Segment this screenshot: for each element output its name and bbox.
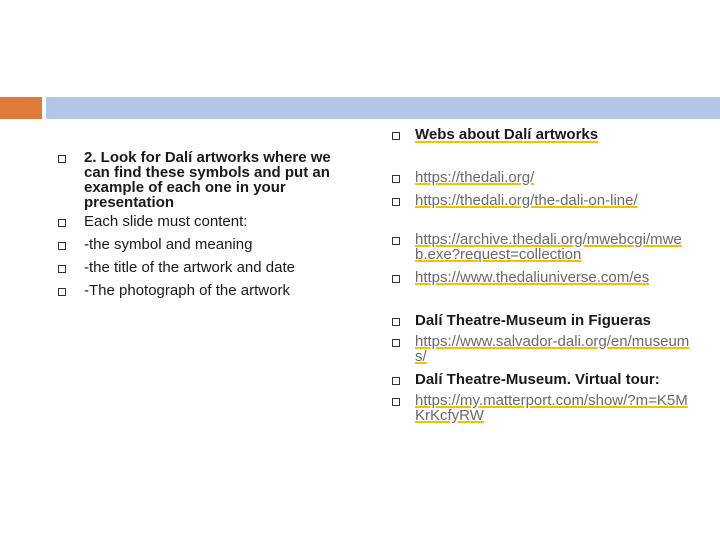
square-bullet-icon: [392, 398, 400, 406]
list-item: [392, 393, 692, 423]
list-item: [392, 313, 692, 328]
square-bullet-icon: [58, 242, 66, 250]
virtual-tour-heading: Dalí Theatre-Museum. Virtual tour:: [415, 371, 660, 388]
link-thedali-archive[interactable]: https://archive.thedali.org/mwebcgi/mweb.exe?request=collection: [415, 231, 682, 263]
square-bullet-icon: [392, 132, 400, 140]
square-bullet-icon: [58, 219, 66, 227]
requirement-title: -the title of the artwork and date: [84, 259, 295, 276]
list-item: [58, 237, 348, 252]
list-item: [58, 283, 348, 298]
square-bullet-icon: [392, 339, 400, 347]
requirements-intro: Each slide must content:: [84, 213, 248, 230]
link-thedali-online[interactable]: https://thedali.org/the-dali-on-line/: [415, 192, 638, 209]
instructions-list: [58, 150, 348, 298]
task-instruction: 2. Look for Dalí artworks where we can find these symbols and put an example of each one in your presentation: [84, 149, 331, 211]
list-item: [392, 127, 692, 142]
requirement-photo: -The photograph of the artwork: [84, 282, 290, 299]
square-bullet-icon: [58, 288, 66, 296]
link-thedali[interactable]: https://thedali.org/: [415, 169, 535, 186]
square-bullet-icon: [392, 237, 400, 245]
list-item: [392, 193, 692, 208]
list-item: [58, 260, 348, 275]
requirement-symbol: -the symbol and meaning: [84, 236, 253, 253]
list-item: [392, 270, 692, 285]
list-item: [392, 170, 692, 185]
header-accent-bar-orange: [0, 97, 42, 119]
header-accent-bar-blue: [46, 97, 720, 119]
webs-heading: Webs about Dalí artworks: [415, 126, 599, 143]
list-item: [58, 150, 348, 210]
link-matterport-tour[interactable]: https://my.matterport.com/show/?m=K5MKrKcfyRW: [415, 392, 688, 424]
link-daliuniverse[interactable]: https://www.thedaliuniverse.com/es: [415, 269, 650, 286]
square-bullet-icon: [392, 377, 400, 385]
list-item: [392, 232, 692, 262]
list-item: [392, 334, 692, 364]
square-bullet-icon: [392, 318, 400, 326]
square-bullet-icon: [392, 175, 400, 183]
link-salvador-dali-museums[interactable]: https://www.salvador-dali.org/en/museums/: [415, 333, 690, 365]
square-bullet-icon: [392, 198, 400, 206]
list-item: [58, 214, 348, 229]
square-bullet-icon: [392, 275, 400, 283]
museum-heading: Dalí Theatre-Museum in Figueras: [415, 312, 651, 329]
square-bullet-icon: [58, 155, 66, 163]
resources-list: [392, 127, 692, 423]
square-bullet-icon: [58, 265, 66, 273]
list-item: [392, 372, 692, 387]
